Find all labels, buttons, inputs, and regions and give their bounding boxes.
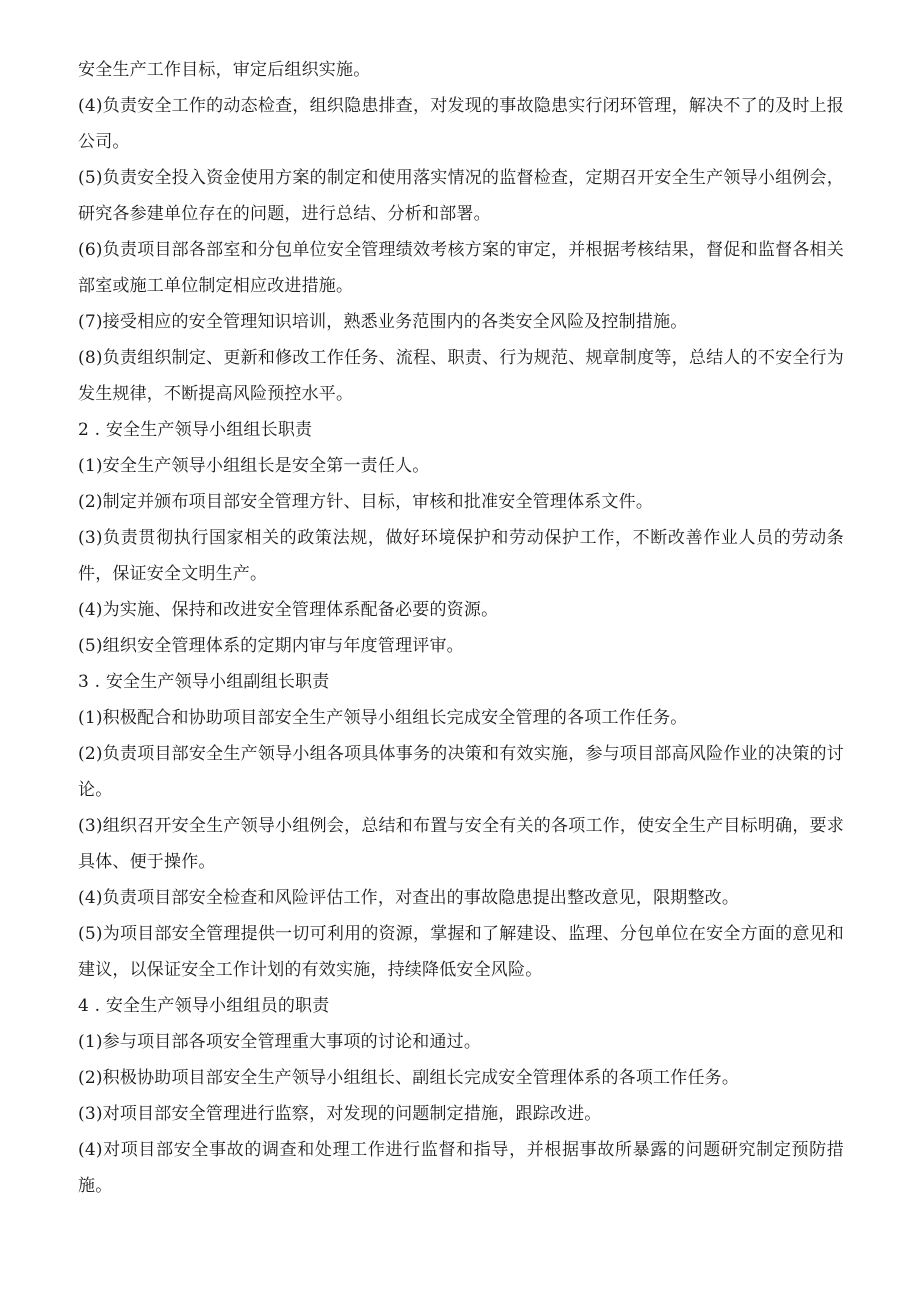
paragraph: (7)接受相应的安全管理知识培训，熟悉业务范围内的各类安全风险及控制措施。: [78, 312, 688, 332]
paragraph: (1)积极配合和协助项目部安全生产领导小组组长完成安全管理的各项工作任务。: [78, 708, 688, 728]
paragraph: (6)负责项目部各部室和分包单位安全管理绩效考核方案的审定，并根据考核结果，督促和监督各相关部室或施工单位制定相应改进措施。: [78, 240, 844, 296]
paragraph: (3)对项目部安全管理进行监察，对发现的问题制定措施，跟踪改进。: [78, 1104, 602, 1124]
paragraph: (4)对项目部安全事故的调查和处理工作进行监督和指导，并根据事故所暴露的问题研究制定预防措施。: [78, 1140, 844, 1196]
paragraph: (4)负责安全工作的动态检查，组织隐患排查，对发现的事故隐患实行闭环管理，解决不了的及时上报公司。: [78, 96, 844, 152]
paragraph: (2)负责项目部安全生产领导小组各项具体事务的决策和有效实施，参与项目部高风险作业的决策的讨论。: [78, 744, 844, 800]
paragraph: (1)安全生产领导小组组长是安全第一责任人。: [78, 456, 430, 476]
document-page: [78, 52, 844, 1204]
paragraph: (5)组织安全管理体系的定期内审与年度管理评审。: [78, 636, 464, 656]
paragraph: (5)负责安全投入资金使用方案的制定和使用落实情况的监督检查，定期召开安全生产领导小组例会，研究各参建单位存在的问题，进行总结、分析和部署。: [78, 168, 844, 224]
paragraph: (5)为项目部安全管理提供一切可利用的资源，掌握和了解建设、监理、分包单位在安全方面的意见和建议，以保证安全工作计划的有效实施，持续降低安全风险。: [78, 924, 844, 980]
paragraph: (2)制定并颁布项目部安全管理方针、目标，审核和批准安全管理体系文件。: [78, 492, 654, 512]
section-heading: 2 . 安全生产领导小组组长职责: [78, 420, 313, 440]
paragraph: (4)为实施、保持和改进安全管理体系配备必要的资源。: [78, 600, 499, 620]
paragraph: (3)负责贯彻执行国家相关的政策法规，做好环境保护和劳动保护工作，不断改善作业人员的劳动条件，保证安全文明生产。: [78, 528, 844, 584]
paragraph: (3)组织召开安全生产领导小组例会，总结和布置与安全有关的各项工作，使安全生产目标明确，要求具体、便于操作。: [78, 816, 844, 872]
paragraph: (8)负责组织制定、更新和修改工作任务、流程、职责、行为规范、规章制度等，总结人的不安全行为发生规律，不断提高风险预控水平。: [78, 348, 844, 404]
section-heading: 3 . 安全生产领导小组副组长职责: [78, 672, 330, 692]
paragraph: 安全生产工作目标，审定后组织实施。: [78, 60, 371, 80]
paragraph: (2)积极协助项目部安全生产领导小组组长、副组长完成安全管理体系的各项工作任务。: [78, 1068, 740, 1088]
paragraph: (1)参与项目部各项安全管理重大事项的讨论和通过。: [78, 1032, 482, 1052]
paragraph: (4)负责项目部安全检查和风险评估工作，对查出的事故隐患提出整改意见，限期整改。: [78, 888, 740, 908]
section-heading: 4 . 安全生产领导小组组员的职责: [78, 996, 330, 1016]
